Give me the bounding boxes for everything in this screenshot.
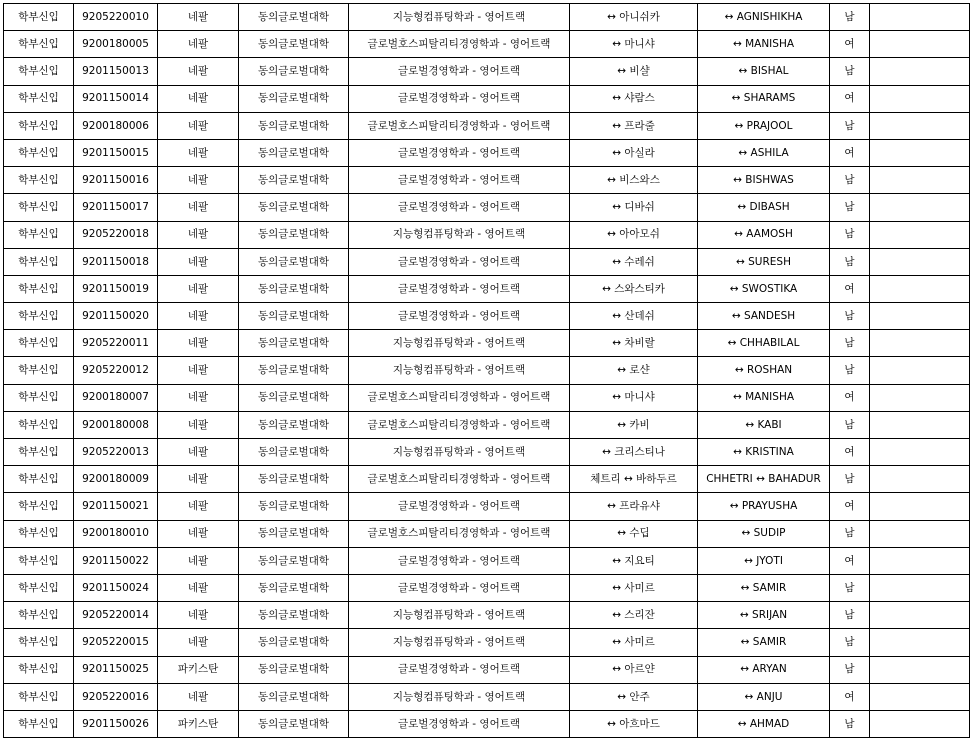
english-name-cell: ↔ ASHILA [698,139,830,166]
country-cell: 네팔 [158,31,239,58]
college-cell: 동의글로벌대학 [239,194,349,221]
department-cell: 지능형컴퓨팅학과 - 영어트랙 [349,602,570,629]
note-cell [870,384,970,411]
department-cell: 지능형컴퓨팅학과 - 영어트랙 [349,4,570,31]
college-cell: 동의글로벌대학 [239,602,349,629]
english-name-cell: ↔ SRIJAN [698,602,830,629]
korean-name-cell: ↔ 사미르 [570,574,698,601]
korean-name-cell: ↔ 스리잔 [570,602,698,629]
table-row [4,139,970,166]
note-cell [870,710,970,737]
student-id-cell: 9205220010 [74,4,158,31]
country-cell: 네팔 [158,439,239,466]
country-cell: 네팔 [158,303,239,330]
country-cell: 네팔 [158,466,239,493]
note-cell [870,303,970,330]
admission-type-cell: 학부신입 [4,384,74,411]
gender-cell: 남 [830,221,870,248]
gender-cell: 남 [830,194,870,221]
note-cell [870,547,970,574]
college-cell: 동의글로벌대학 [239,303,349,330]
table-row [4,656,970,683]
gender-cell: 남 [830,58,870,85]
department-cell: 글로벌경영학과 - 영어트랙 [349,275,570,302]
english-name-cell: ↔ AGNISHIKHA [698,4,830,31]
department-cell: 글로벌경영학과 - 영어트랙 [349,656,570,683]
admission-type-cell: 학부신입 [4,58,74,85]
gender-cell: 남 [830,112,870,139]
department-cell: 지능형컴퓨팅학과 - 영어트랙 [349,330,570,357]
college-cell: 동의글로벌대학 [239,574,349,601]
department-cell: 글로벌경영학과 - 영어트랙 [349,85,570,112]
student-id-cell: 9205220013 [74,439,158,466]
table-row [4,439,970,466]
department-cell: 글로벌호스피탈리티경영학과 - 영어트랙 [349,31,570,58]
english-name-cell: ↔ SURESH [698,248,830,275]
country-cell: 네팔 [158,629,239,656]
english-name-cell: ↔ MANISHA [698,31,830,58]
department-cell: 글로벌경영학과 - 영어트랙 [349,167,570,194]
department-cell: 글로벌경영학과 - 영어트랙 [349,248,570,275]
english-name-cell: ↔ KRISTINA [698,439,830,466]
gender-cell: 남 [830,602,870,629]
english-name-cell: ↔ DIBASH [698,194,830,221]
admission-type-cell: 학부신입 [4,303,74,330]
college-cell: 동의글로벌대학 [239,275,349,302]
table-row [4,167,970,194]
english-name-cell: CHHETRI ↔ BAHADUR [698,466,830,493]
college-cell: 동의글로벌대학 [239,439,349,466]
student-id-cell: 9201150021 [74,493,158,520]
student-id-cell: 9201150018 [74,248,158,275]
department-cell: 글로벌경영학과 - 영어트랙 [349,547,570,574]
college-cell: 동의글로벌대학 [239,248,349,275]
student-id-cell: 9201150017 [74,194,158,221]
table-row [4,194,970,221]
admission-type-cell: 학부신입 [4,629,74,656]
student-id-cell: 9201150024 [74,574,158,601]
korean-name-cell: ↔ 수레쉬 [570,248,698,275]
student-table [3,3,970,738]
korean-name-cell: ↔ 지요티 [570,547,698,574]
student-id-cell: 9201150025 [74,656,158,683]
student-id-cell: 9200180010 [74,520,158,547]
note-cell [870,656,970,683]
korean-name-cell: ↔ 사미르 [570,629,698,656]
note-cell [870,683,970,710]
table-row [4,303,970,330]
department-cell: 글로벌경영학과 - 영어트랙 [349,194,570,221]
english-name-cell: ↔ BISHWAS [698,167,830,194]
college-cell: 동의글로벌대학 [239,547,349,574]
english-name-cell: ↔ PRAYUSHA [698,493,830,520]
korean-name-cell: ↔ 아르얀 [570,656,698,683]
admission-type-cell: 학부신입 [4,602,74,629]
country-cell: 네팔 [158,547,239,574]
college-cell: 동의글로벌대학 [239,221,349,248]
note-cell [870,411,970,438]
country-cell: 네팔 [158,85,239,112]
admission-type-cell: 학부신입 [4,547,74,574]
table-row [4,466,970,493]
note-cell [870,629,970,656]
table-row [4,547,970,574]
gender-cell: 남 [830,248,870,275]
department-cell: 글로벌경영학과 - 영어트랙 [349,493,570,520]
college-cell: 동의글로벌대학 [239,466,349,493]
note-cell [870,58,970,85]
english-name-cell: ↔ SAMIR [698,629,830,656]
note-cell [870,139,970,166]
admission-type-cell: 학부신입 [4,139,74,166]
korean-name-cell: ↔ 아아모쉬 [570,221,698,248]
country-cell: 네팔 [158,574,239,601]
admission-type-cell: 학부신입 [4,710,74,737]
admission-type-cell: 학부신입 [4,248,74,275]
english-name-cell: ↔ ARYAN [698,656,830,683]
admission-type-cell: 학부신입 [4,411,74,438]
table-row [4,112,970,139]
country-cell: 네팔 [158,112,239,139]
gender-cell: 남 [830,466,870,493]
korean-name-cell: ↔ 마니샤 [570,384,698,411]
college-cell: 동의글로벌대학 [239,85,349,112]
admission-type-cell: 학부신입 [4,194,74,221]
table-row [4,275,970,302]
gender-cell: 여 [830,85,870,112]
admission-type-cell: 학부신입 [4,85,74,112]
student-id-cell: 9200180009 [74,466,158,493]
college-cell: 동의글로벌대학 [239,167,349,194]
gender-cell: 여 [830,275,870,302]
country-cell: 네팔 [158,275,239,302]
student-id-cell: 9201150016 [74,167,158,194]
admission-type-cell: 학부신입 [4,466,74,493]
english-name-cell: ↔ KABI [698,411,830,438]
department-cell: 글로벌경영학과 - 영어트랙 [349,139,570,166]
gender-cell: 남 [830,574,870,601]
college-cell: 동의글로벌대학 [239,58,349,85]
english-name-cell: ↔ SWOSTIKA [698,275,830,302]
note-cell [870,439,970,466]
gender-cell: 남 [830,656,870,683]
table-row [4,493,970,520]
english-name-cell: ↔ JYOTI [698,547,830,574]
korean-name-cell: ↔ 산데쉬 [570,303,698,330]
table-row [4,330,970,357]
note-cell [870,194,970,221]
department-cell: 글로벌경영학과 - 영어트랙 [349,303,570,330]
country-cell: 네팔 [158,58,239,85]
gender-cell: 남 [830,303,870,330]
country-cell: 네팔 [158,194,239,221]
country-cell: 파키스탄 [158,656,239,683]
english-name-cell: ↔ BISHAL [698,58,830,85]
note-cell [870,221,970,248]
college-cell: 동의글로벌대학 [239,520,349,547]
admission-type-cell: 학부신입 [4,357,74,384]
student-id-cell: 9201150019 [74,275,158,302]
gender-cell: 남 [830,330,870,357]
note-cell [870,330,970,357]
note-cell [870,466,970,493]
table-row [4,357,970,384]
student-id-cell: 9205220016 [74,683,158,710]
table-row [4,574,970,601]
gender-cell: 남 [830,710,870,737]
korean-name-cell: ↔ 디바쉬 [570,194,698,221]
country-cell: 네팔 [158,357,239,384]
department-cell: 지능형컴퓨팅학과 - 영어트랙 [349,439,570,466]
college-cell: 동의글로벌대학 [239,330,349,357]
country-cell: 네팔 [158,330,239,357]
english-name-cell: ↔ AHMAD [698,710,830,737]
english-name-cell: ↔ SHARAMS [698,85,830,112]
table-row [4,520,970,547]
table-row [4,384,970,411]
note-cell [870,85,970,112]
admission-type-cell: 학부신입 [4,683,74,710]
english-name-cell: ↔ SAMIR [698,574,830,601]
korean-name-cell: ↔ 아실라 [570,139,698,166]
student-id-cell: 9200180006 [74,112,158,139]
department-cell: 지능형컴퓨팅학과 - 영어트랙 [349,357,570,384]
korean-name-cell: ↔ 크리스티나 [570,439,698,466]
country-cell: 네팔 [158,493,239,520]
english-name-cell: ↔ AAMOSH [698,221,830,248]
note-cell [870,493,970,520]
country-cell: 네팔 [158,221,239,248]
admission-type-cell: 학부신입 [4,656,74,683]
table-row [4,710,970,737]
admission-type-cell: 학부신입 [4,31,74,58]
english-name-cell: ↔ SUDIP [698,520,830,547]
english-name-cell: ↔ PRAJOOL [698,112,830,139]
note-cell [870,112,970,139]
note-cell [870,4,970,31]
student-id-cell: 9205220011 [74,330,158,357]
korean-name-cell: ↔ 아흐마드 [570,710,698,737]
college-cell: 동의글로벌대학 [239,629,349,656]
college-cell: 동의글로벌대학 [239,710,349,737]
korean-name-cell: ↔ 수딥 [570,520,698,547]
korean-name-cell: ↔ 샤람스 [570,85,698,112]
admission-type-cell: 학부신입 [4,167,74,194]
department-cell: 글로벌경영학과 - 영어트랙 [349,574,570,601]
english-name-cell: ↔ ROSHAN [698,357,830,384]
admission-type-cell: 학부신입 [4,439,74,466]
student-id-cell: 9201150015 [74,139,158,166]
gender-cell: 여 [830,439,870,466]
department-cell: 글로벌호스피탈리티경영학과 - 영어트랙 [349,411,570,438]
korean-name-cell: ↔ 프라유샤 [570,493,698,520]
korean-name-cell: ↔ 로샨 [570,357,698,384]
table-row [4,221,970,248]
korean-name-cell: ↔ 아니쉬카 [570,4,698,31]
note-cell [870,357,970,384]
table-row [4,31,970,58]
department-cell: 지능형컴퓨팅학과 - 영어트랙 [349,629,570,656]
gender-cell: 남 [830,167,870,194]
country-cell: 네팔 [158,602,239,629]
student-id-cell: 9205220012 [74,357,158,384]
table-body [4,4,970,738]
korean-name-cell: 체트리 ↔ 바하두르 [570,466,698,493]
table-row [4,629,970,656]
note-cell [870,520,970,547]
english-name-cell: ↔ ANJU [698,683,830,710]
department-cell: 글로벌경영학과 - 영어트랙 [349,58,570,85]
country-cell: 네팔 [158,411,239,438]
college-cell: 동의글로벌대학 [239,683,349,710]
table-row [4,411,970,438]
college-cell: 동의글로벌대학 [239,112,349,139]
country-cell: 네팔 [158,384,239,411]
department-cell: 글로벌호스피탈리티경영학과 - 영어트랙 [349,384,570,411]
student-id-cell: 9201150022 [74,547,158,574]
gender-cell: 여 [830,139,870,166]
department-cell: 글로벌호스피탈리티경영학과 - 영어트랙 [349,520,570,547]
note-cell [870,602,970,629]
gender-cell: 남 [830,4,870,31]
admission-type-cell: 학부신입 [4,221,74,248]
admission-type-cell: 학부신입 [4,493,74,520]
college-cell: 동의글로벌대학 [239,357,349,384]
country-cell: 네팔 [158,248,239,275]
table-row [4,4,970,31]
table-row [4,683,970,710]
student-id-cell: 9205220014 [74,602,158,629]
table-row [4,248,970,275]
college-cell: 동의글로벌대학 [239,31,349,58]
gender-cell: 남 [830,411,870,438]
country-cell: 네팔 [158,4,239,31]
college-cell: 동의글로벌대학 [239,411,349,438]
department-cell: 글로벌경영학과 - 영어트랙 [349,710,570,737]
korean-name-cell: ↔ 비스와스 [570,167,698,194]
admission-type-cell: 학부신입 [4,520,74,547]
english-name-cell: ↔ CHHABILAL [698,330,830,357]
korean-name-cell: ↔ 비샬 [570,58,698,85]
admission-type-cell: 학부신입 [4,4,74,31]
gender-cell: 여 [830,384,870,411]
college-cell: 동의글로벌대학 [239,4,349,31]
gender-cell: 여 [830,493,870,520]
english-name-cell: ↔ SANDESH [698,303,830,330]
student-id-cell: 9201150014 [74,85,158,112]
admission-type-cell: 학부신입 [4,330,74,357]
english-name-cell: ↔ MANISHA [698,384,830,411]
table-row [4,602,970,629]
student-id-cell: 9200180008 [74,411,158,438]
gender-cell: 남 [830,629,870,656]
gender-cell: 여 [830,547,870,574]
country-cell: 네팔 [158,167,239,194]
country-cell: 파키스탄 [158,710,239,737]
student-id-cell: 9200180005 [74,31,158,58]
student-id-cell: 9200180007 [74,384,158,411]
korean-name-cell: ↔ 마니샤 [570,31,698,58]
department-cell: 지능형컴퓨팅학과 - 영어트랙 [349,683,570,710]
note-cell [870,31,970,58]
table-row [4,85,970,112]
college-cell: 동의글로벌대학 [239,656,349,683]
gender-cell: 여 [830,31,870,58]
note-cell [870,167,970,194]
country-cell: 네팔 [158,520,239,547]
korean-name-cell: ↔ 스와스티카 [570,275,698,302]
department-cell: 지능형컴퓨팅학과 - 영어트랙 [349,221,570,248]
gender-cell: 남 [830,520,870,547]
gender-cell: 남 [830,357,870,384]
department-cell: 글로벌호스피탈리티경영학과 - 영어트랙 [349,466,570,493]
note-cell [870,248,970,275]
admission-type-cell: 학부신입 [4,574,74,601]
country-cell: 네팔 [158,139,239,166]
student-id-cell: 9201150013 [74,58,158,85]
note-cell [870,275,970,302]
student-id-cell: 9201150020 [74,303,158,330]
department-cell: 글로벌호스피탈리티경영학과 - 영어트랙 [349,112,570,139]
college-cell: 동의글로벌대학 [239,384,349,411]
admission-type-cell: 학부신입 [4,112,74,139]
korean-name-cell: ↔ 차비랄 [570,330,698,357]
student-id-cell: 9205220015 [74,629,158,656]
korean-name-cell: ↔ 안주 [570,683,698,710]
note-cell [870,574,970,601]
college-cell: 동의글로벌대학 [239,493,349,520]
korean-name-cell: ↔ 카비 [570,411,698,438]
country-cell: 네팔 [158,683,239,710]
student-id-cell: 9201150026 [74,710,158,737]
admission-type-cell: 학부신입 [4,275,74,302]
korean-name-cell: ↔ 프라줄 [570,112,698,139]
table-row [4,58,970,85]
gender-cell: 여 [830,683,870,710]
college-cell: 동의글로벌대학 [239,139,349,166]
student-id-cell: 9205220018 [74,221,158,248]
